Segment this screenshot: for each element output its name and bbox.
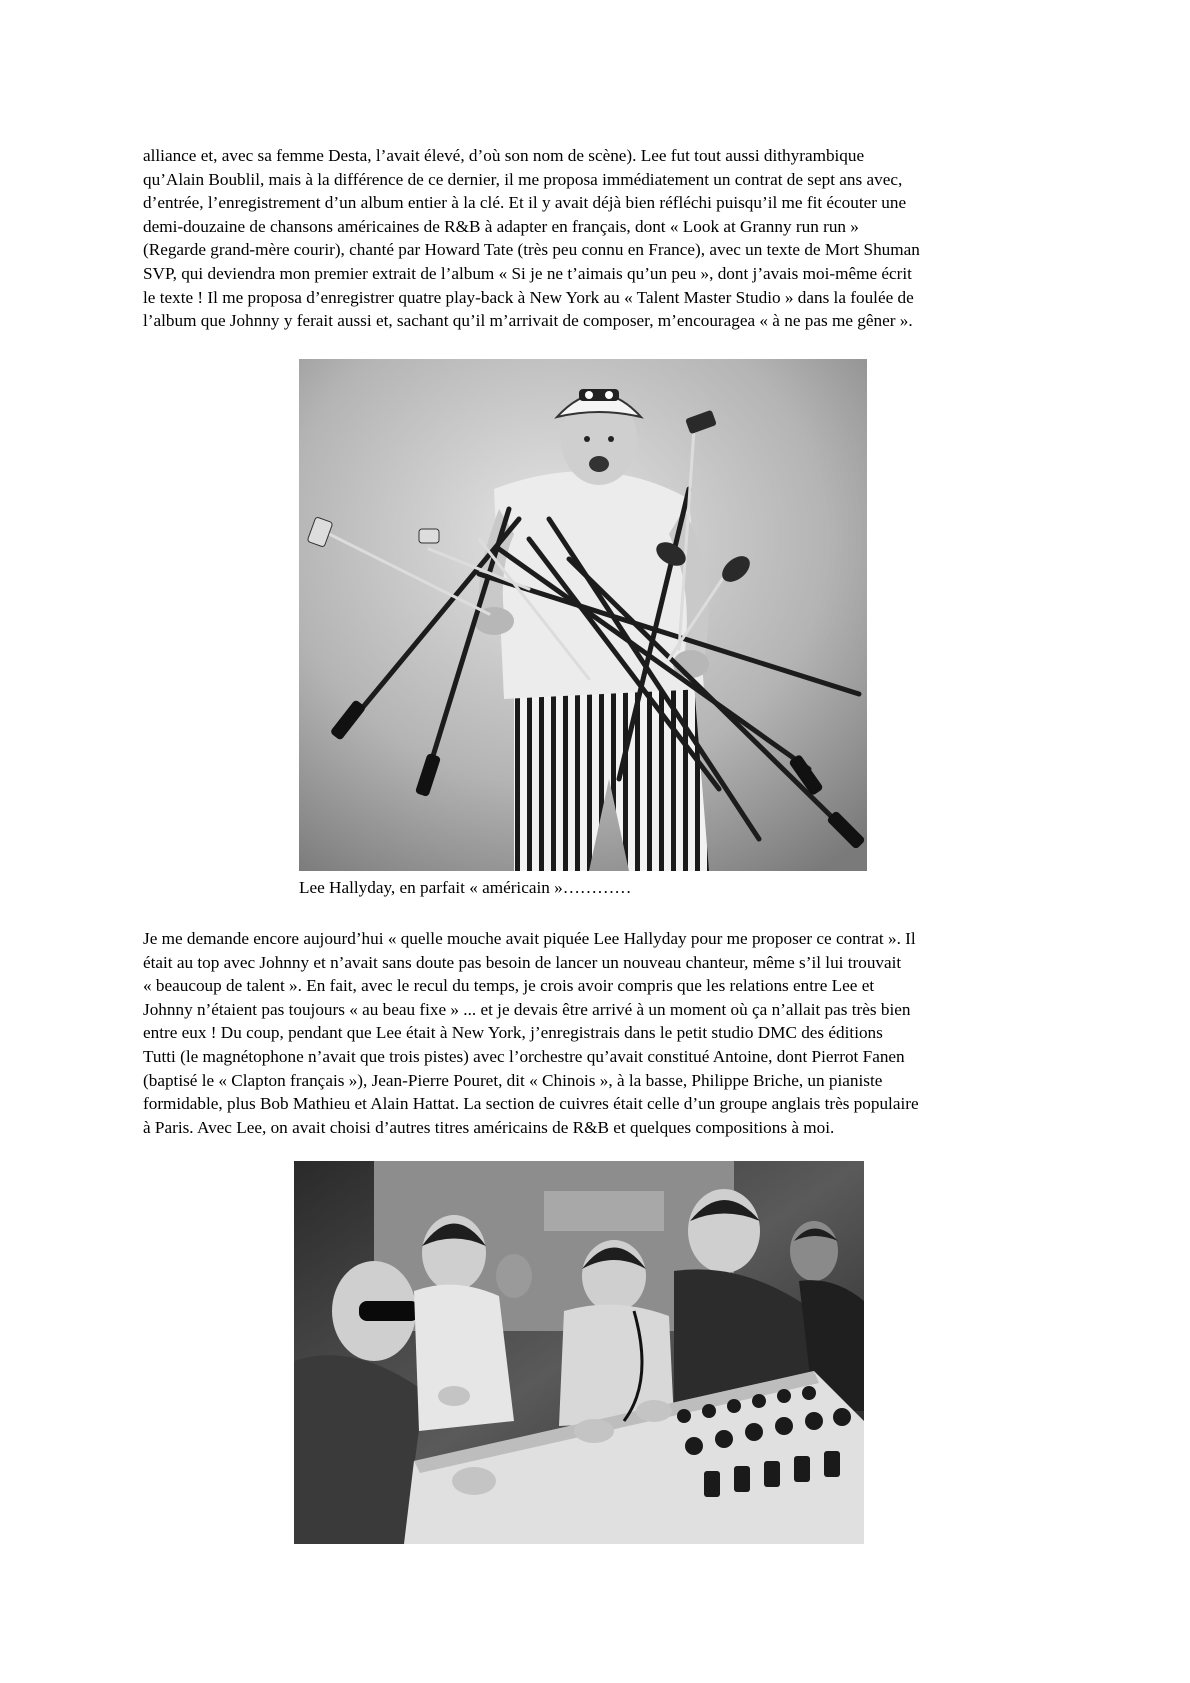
text-line: SVP, qui deviendra mon premier extrait de l’album « Si je ne t’aimais qu’un peu », dont j’avais moi-même écrit [143, 263, 912, 283]
text-line: Tutti (le magnétophone n’avait que trois pistes) avec l’orchestre qu’avait constitué Antoine, dont Pierrot Fanen [143, 1046, 905, 1066]
paragraph-intro [143, 144, 1055, 333]
photo-lee-hallyday-golf-clubs [299, 359, 867, 871]
text-line: l’album que Johnny y ferait aussi et, sachant qu’il m’arrivait de composer, m’encouragea « à ne pas me gêner ». [143, 311, 913, 331]
text-line: le texte ! Il me proposa d’enregistrer quatre play-back à New York au « Talent Master Studio » dans la foulée de [143, 287, 914, 307]
text-line: à Paris. Avec Lee, on avait choisi d’autres titres américains de R&B et quelques compositions à moi. [143, 1117, 835, 1137]
paragraph-recording [143, 927, 1055, 1139]
text-line: était au top avec Johnny et n’avait sans doute pas besoin de lancer un nouveau chanteur, même s’il lui trouvait [143, 952, 902, 972]
text-line: Je me demande encore aujourd’hui « quelle mouche avait piquée Lee Hallyday pour me proposer ce contrat ». Il [143, 929, 916, 948]
text-line: d’entrée, l’enregistrement d’un album entier à la clé. Et il y avait déjà bien réfléchi puisqu’il me fit écouter une [143, 193, 907, 213]
text-line: Johnny n’étaient pas toujours « au beau fixe » ... et je devais être arrivé à un moment où ça n’allait pas très bien [143, 999, 911, 1019]
text-line: qu’Alain Boublil, mais à la différence de ce dernier, il me proposa immédiatement un contrat de sept ans avec, [143, 169, 903, 189]
photo-golf-clubs-image [299, 359, 867, 871]
text-line: demi-douzaine de chansons américaines de R&B à adapter en français, dont « Look at Granny run run » [143, 216, 859, 236]
photo-studio-image [294, 1161, 864, 1544]
photo-caption: Lee Hallyday, en parfait « américain »………… [299, 878, 632, 897]
text-line: (baptisé le « Clapton français »), Jean-Pierre Pouret, dit « Chinois », à la basse, Philippe Briche, un pianiste [143, 1070, 883, 1090]
text-line: alliance et, avec sa femme Desta, l’avait élevé, d’où son nom de scène). Lee fut tout aussi dithyrambique [143, 146, 865, 165]
text-line: formidable, plus Bob Mathieu et Alain Hattat. La section de cuivres était celle d’un groupe anglais très populaire [143, 1094, 919, 1114]
text-line: (Regarde grand-mère courir), chanté par Howard Tate (très peu connu en France), avec un texte de Mort Shuman [143, 240, 920, 260]
text-line: entre eux ! Du coup, pendant que Lee était à New York, j’enregistrais dans le petit studio DMC des éditions [143, 1023, 883, 1043]
text-line: « beaucoup de talent ». En fait, avec le recul du temps, je crois avoir compris que les relations entre Lee et [143, 976, 875, 996]
photo-recording-studio [294, 1161, 864, 1544]
